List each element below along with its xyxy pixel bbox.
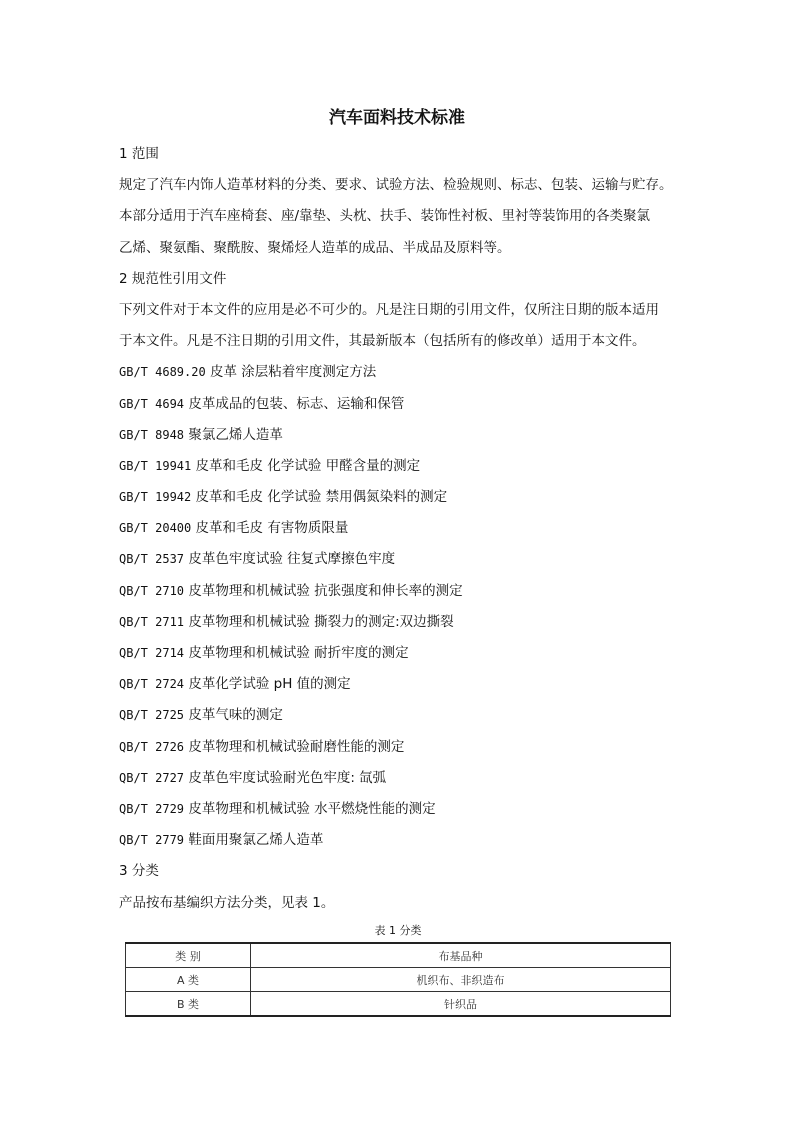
reference-title: 皮革和毛皮 化学试验 甲醛含量的测定 xyxy=(195,457,421,474)
paragraph: 于本文件。凡是不注日期的引用文件，其最新版本（包括所有的修改单）适用于本文件。 xyxy=(119,333,646,350)
classification-table xyxy=(125,942,671,1017)
table-header-cell: 类 别 xyxy=(126,943,251,968)
reference-item xyxy=(119,361,689,392)
reference-code: GB/T 8948 xyxy=(119,427,185,442)
reference-item xyxy=(119,767,689,798)
reference-title: 皮革物理和机械试验 水平燃烧性能的测定 xyxy=(188,800,436,817)
reference-item xyxy=(119,736,689,767)
reference-item xyxy=(119,798,689,829)
table-cell: B 类 xyxy=(126,992,251,1017)
paragraph: 本部分适用于汽车座椅套、座/靠垫、头枕、扶手、装饰性衬板、里衬等装饰用的各类聚氯 xyxy=(119,208,651,225)
document-body xyxy=(119,143,689,923)
table-header-cell: 布基品种 xyxy=(251,943,671,968)
section-heading-classification: 3 分类 xyxy=(119,863,159,880)
document-title: 汽车面料技术标准 xyxy=(329,108,465,128)
reference-title: 皮革成品的包装、标志、运输和保管 xyxy=(188,395,405,412)
paragraph: 规定了汽车内饰人造革材料的分类、要求、试验方法、检验规则、标志、包装、运输与贮存。 xyxy=(119,177,673,194)
table-header-row xyxy=(126,943,671,968)
table-cell: 针织品 xyxy=(251,992,671,1017)
reference-title: 聚氯乙烯人造革 xyxy=(188,426,283,443)
reference-title: 皮革和毛皮 有害物质限量 xyxy=(195,520,349,537)
reference-item xyxy=(119,455,689,486)
reference-item xyxy=(119,517,689,548)
table-row xyxy=(126,992,671,1017)
reference-item xyxy=(119,580,689,611)
reference-code: QB/T 2537 xyxy=(119,552,185,567)
reference-code: GB/T 19941 xyxy=(119,458,192,473)
reference-code: QB/T 2710 xyxy=(119,583,185,598)
reference-code: GB/T 20400 xyxy=(119,521,192,536)
paragraph: 下列文件对于本文件的应用是必不可少的。凡是注日期的引用文件，仅所注日期的版本适用 xyxy=(119,301,659,318)
reference-code: QB/T 2725 xyxy=(119,708,185,723)
reference-title: 皮革物理和机械试验耐磨性能的测定 xyxy=(188,738,405,755)
reference-title: 皮革化学试验 pH 值的测定 xyxy=(188,676,351,693)
reference-list xyxy=(119,361,689,860)
table-row xyxy=(126,968,671,992)
reference-title: 皮革色牢度试验耐光色牢度: 氙弧 xyxy=(188,769,387,786)
reference-title: 皮革物理和机械试验 耐折牢度的测定 xyxy=(188,645,409,661)
reference-code: QB/T 2711 xyxy=(119,614,185,629)
reference-code: QB/T 2727 xyxy=(119,770,185,785)
reference-item xyxy=(119,486,689,517)
table-cell: 机织布、非织造布 xyxy=(251,968,671,992)
paragraph: 产品按布基编织方法分类，见表 1。 xyxy=(119,894,335,911)
reference-title: 皮革物理和机械试验 抗张强度和伸长率的测定 xyxy=(188,582,463,599)
reference-code: QB/T 2724 xyxy=(119,677,185,692)
reference-item xyxy=(119,424,689,455)
reference-title: 皮革和毛皮 化学试验 禁用偶氮染料的测定 xyxy=(195,489,448,506)
reference-title: 皮革色牢度试验 往复式摩擦色牢度 xyxy=(188,551,396,568)
reference-code: QB/T 2729 xyxy=(119,801,185,816)
reference-code: QB/T 2779 xyxy=(119,833,185,848)
reference-title: 皮革物理和机械试验 撕裂力的测定:双边撕裂 xyxy=(188,613,454,630)
reference-item xyxy=(119,704,689,735)
reference-code: GB/T 4694 xyxy=(119,396,185,411)
section-heading-references: 2 规范性引用文件 xyxy=(119,270,227,287)
reference-item xyxy=(119,548,689,579)
reference-item xyxy=(119,673,689,704)
paragraph: 乙烯、聚氨酯、聚酰胺、聚烯烃人造革的成品、半成品及原料等。 xyxy=(119,239,511,256)
reference-code: QB/T 2714 xyxy=(119,646,185,660)
reference-title: 皮革 涂层粘着牢度测定方法 xyxy=(210,364,377,381)
reference-code: GB/T 19942 xyxy=(119,490,192,505)
reference-title: 鞋面用聚氯乙烯人造革 xyxy=(188,832,324,849)
reference-code: QB/T 2726 xyxy=(119,739,185,754)
table-cell: A 类 xyxy=(126,968,251,992)
table-caption: 表 1 分类 xyxy=(374,924,422,937)
reference-item xyxy=(119,611,689,642)
reference-code: GB/T 4689.20 xyxy=(119,365,206,380)
reference-item xyxy=(119,393,689,424)
reference-item xyxy=(119,642,689,673)
reference-item xyxy=(119,829,689,860)
reference-title: 皮革气味的测定 xyxy=(188,707,283,724)
section-heading-scope: 1 范围 xyxy=(119,146,159,162)
classification-table-block xyxy=(125,922,671,1017)
